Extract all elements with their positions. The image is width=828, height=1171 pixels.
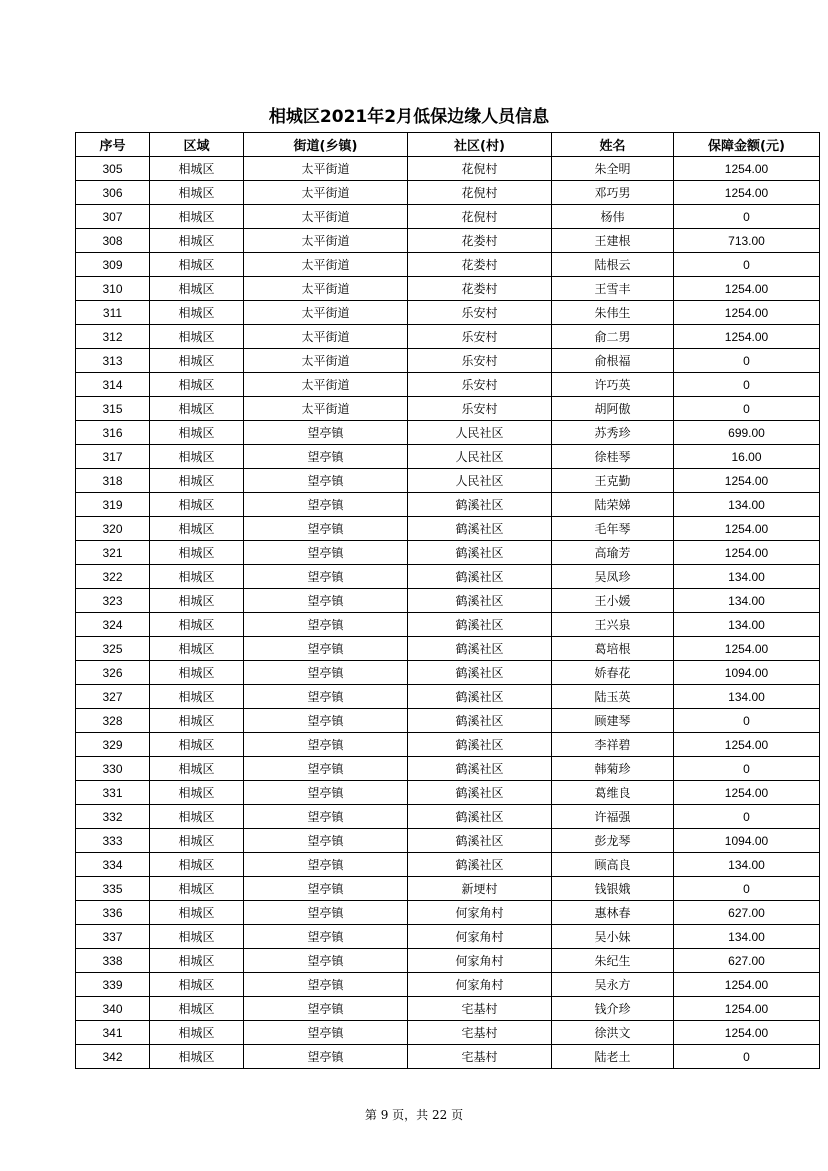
table-row: [76, 301, 820, 325]
header-amount: 保障金额(元): [674, 133, 820, 157]
cell-index: 316: [76, 421, 150, 445]
cell-street: 望亭镇: [244, 421, 408, 445]
cell-community: 人民社区: [408, 445, 552, 469]
cell-community: 鹤溪社区: [408, 709, 552, 733]
cell-street: 望亭镇: [244, 445, 408, 469]
cell-index: 328: [76, 709, 150, 733]
cell-district: 相城区: [150, 661, 244, 685]
cell-district: 相城区: [150, 325, 244, 349]
table-row: [76, 565, 820, 589]
cell-name: 毛年琴: [552, 517, 674, 541]
cell-amount: 1254.00: [674, 181, 820, 205]
cell-amount: 134.00: [674, 565, 820, 589]
cell-index: 319: [76, 493, 150, 517]
header-index: 序号: [76, 133, 150, 157]
cell-index: 326: [76, 661, 150, 685]
cell-amount: 0: [674, 757, 820, 781]
cell-index: 320: [76, 517, 150, 541]
cell-index: 331: [76, 781, 150, 805]
cell-index: 325: [76, 637, 150, 661]
cell-district: 相城区: [150, 397, 244, 421]
cell-amount: 1254.00: [674, 517, 820, 541]
data-table: [75, 132, 820, 1069]
cell-name: 邓巧男: [552, 181, 674, 205]
cell-amount: 134.00: [674, 853, 820, 877]
cell-community: 鹤溪社区: [408, 493, 552, 517]
table-row: [76, 1045, 820, 1069]
cell-amount: 1094.00: [674, 829, 820, 853]
cell-amount: 134.00: [674, 589, 820, 613]
table-row: [76, 781, 820, 805]
cell-street: 太平街道: [244, 205, 408, 229]
cell-name: 俞二男: [552, 325, 674, 349]
cell-community: 鹤溪社区: [408, 853, 552, 877]
cell-index: 321: [76, 541, 150, 565]
table-row: [76, 805, 820, 829]
table-row: [76, 925, 820, 949]
cell-district: 相城区: [150, 685, 244, 709]
cell-name: 朱纪生: [552, 949, 674, 973]
cell-community: 乐安村: [408, 325, 552, 349]
cell-district: 相城区: [150, 1021, 244, 1045]
cell-community: 鹤溪社区: [408, 541, 552, 565]
cell-index: 315: [76, 397, 150, 421]
cell-amount: 1254.00: [674, 997, 820, 1021]
cell-index: 340: [76, 997, 150, 1021]
cell-street: 太平街道: [244, 277, 408, 301]
cell-district: 相城区: [150, 517, 244, 541]
cell-district: 相城区: [150, 805, 244, 829]
cell-street: 望亭镇: [244, 541, 408, 565]
cell-amount: 699.00: [674, 421, 820, 445]
cell-community: 鹤溪社区: [408, 661, 552, 685]
cell-index: 312: [76, 325, 150, 349]
cell-index: 324: [76, 613, 150, 637]
cell-index: 334: [76, 853, 150, 877]
table-row: [76, 445, 820, 469]
cell-name: 顾建琴: [552, 709, 674, 733]
cell-street: 望亭镇: [244, 877, 408, 901]
cell-name: 李祥碧: [552, 733, 674, 757]
cell-district: 相城区: [150, 1045, 244, 1069]
cell-district: 相城区: [150, 421, 244, 445]
cell-amount: 0: [674, 397, 820, 421]
table-row: [76, 277, 820, 301]
cell-street: 望亭镇: [244, 997, 408, 1021]
cell-amount: 0: [674, 349, 820, 373]
cell-district: 相城区: [150, 181, 244, 205]
table-row: [76, 613, 820, 637]
cell-name: 陆荣娣: [552, 493, 674, 517]
cell-street: 望亭镇: [244, 637, 408, 661]
cell-street: 望亭镇: [244, 853, 408, 877]
page-footer: 第 9 页，共 22 页: [364, 1108, 464, 1122]
cell-name: 杨伟: [552, 205, 674, 229]
cell-community: 鹤溪社区: [408, 733, 552, 757]
table-row: [76, 349, 820, 373]
cell-street: 望亭镇: [244, 1045, 408, 1069]
cell-index: 314: [76, 373, 150, 397]
cell-index: 305: [76, 157, 150, 181]
cell-community: 宅基村: [408, 997, 552, 1021]
table-row: [76, 397, 820, 421]
cell-index: 330: [76, 757, 150, 781]
cell-name: 陆根云: [552, 253, 674, 277]
cell-community: 人民社区: [408, 469, 552, 493]
page-title: 相城区2021年2月低保边缘人员信息: [268, 107, 550, 127]
cell-district: 相城区: [150, 493, 244, 517]
cell-community: 乐安村: [408, 397, 552, 421]
header-community: 社区(村): [408, 133, 552, 157]
cell-district: 相城区: [150, 277, 244, 301]
cell-district: 相城区: [150, 565, 244, 589]
cell-street: 太平街道: [244, 253, 408, 277]
cell-street: 望亭镇: [244, 469, 408, 493]
cell-community: 乐安村: [408, 373, 552, 397]
cell-name: 王小媛: [552, 589, 674, 613]
cell-name: 吴永方: [552, 973, 674, 997]
cell-street: 望亭镇: [244, 1021, 408, 1045]
cell-community: 乐安村: [408, 301, 552, 325]
cell-street: 太平街道: [244, 325, 408, 349]
table-row: [76, 469, 820, 493]
cell-community: 鹤溪社区: [408, 757, 552, 781]
cell-street: 望亭镇: [244, 565, 408, 589]
table-row: [76, 685, 820, 709]
cell-street: 望亭镇: [244, 901, 408, 925]
cell-index: 317: [76, 445, 150, 469]
cell-amount: 1254.00: [674, 781, 820, 805]
table-row: [76, 205, 820, 229]
cell-amount: 0: [674, 205, 820, 229]
cell-name: 朱全明: [552, 157, 674, 181]
cell-street: 望亭镇: [244, 685, 408, 709]
cell-district: 相城区: [150, 301, 244, 325]
cell-name: 彭龙琴: [552, 829, 674, 853]
table-row: [76, 637, 820, 661]
cell-district: 相城区: [150, 373, 244, 397]
cell-amount: 1254.00: [674, 541, 820, 565]
cell-index: 307: [76, 205, 150, 229]
cell-district: 相城区: [150, 229, 244, 253]
table-row: [76, 661, 820, 685]
cell-amount: 0: [674, 253, 820, 277]
cell-index: 329: [76, 733, 150, 757]
cell-index: 335: [76, 877, 150, 901]
cell-street: 太平街道: [244, 157, 408, 181]
cell-amount: 134.00: [674, 493, 820, 517]
table-row: [76, 853, 820, 877]
cell-community: 乐安村: [408, 349, 552, 373]
cell-name: 徐桂琴: [552, 445, 674, 469]
cell-street: 望亭镇: [244, 709, 408, 733]
cell-district: 相城区: [150, 469, 244, 493]
table-row: [76, 229, 820, 253]
cell-name: 陆老土: [552, 1045, 674, 1069]
cell-community: 鹤溪社区: [408, 685, 552, 709]
cell-district: 相城区: [150, 733, 244, 757]
cell-index: 327: [76, 685, 150, 709]
header-name: 姓名: [552, 133, 674, 157]
cell-index: 318: [76, 469, 150, 493]
cell-amount: 1254.00: [674, 973, 820, 997]
cell-name: 葛维良: [552, 781, 674, 805]
cell-community: 新埂村: [408, 877, 552, 901]
cell-community: 宅基村: [408, 1021, 552, 1045]
cell-district: 相城区: [150, 829, 244, 853]
cell-street: 望亭镇: [244, 805, 408, 829]
cell-street: 望亭镇: [244, 973, 408, 997]
cell-district: 相城区: [150, 973, 244, 997]
cell-district: 相城区: [150, 877, 244, 901]
header-district: 区域: [150, 133, 244, 157]
cell-amount: 1254.00: [674, 733, 820, 757]
table-row: [76, 517, 820, 541]
cell-name: 徐洪文: [552, 1021, 674, 1045]
cell-amount: 1254.00: [674, 301, 820, 325]
cell-street: 望亭镇: [244, 781, 408, 805]
cell-name: 吴凤珍: [552, 565, 674, 589]
cell-community: 花娄村: [408, 253, 552, 277]
cell-index: 313: [76, 349, 150, 373]
cell-index: 337: [76, 925, 150, 949]
cell-community: 鹤溪社区: [408, 517, 552, 541]
table-row: [76, 733, 820, 757]
cell-index: 333: [76, 829, 150, 853]
cell-index: 332: [76, 805, 150, 829]
cell-index: 338: [76, 949, 150, 973]
table-row: [76, 181, 820, 205]
cell-amount: 0: [674, 805, 820, 829]
cell-district: 相城区: [150, 637, 244, 661]
cell-district: 相城区: [150, 253, 244, 277]
cell-amount: 0: [674, 1045, 820, 1069]
cell-index: 306: [76, 181, 150, 205]
cell-street: 望亭镇: [244, 925, 408, 949]
cell-amount: 134.00: [674, 925, 820, 949]
cell-name: 陆玉英: [552, 685, 674, 709]
table-row: [76, 949, 820, 973]
cell-index: 323: [76, 589, 150, 613]
cell-amount: 627.00: [674, 949, 820, 973]
cell-name: 韩菊珍: [552, 757, 674, 781]
cell-district: 相城区: [150, 781, 244, 805]
cell-name: 顾高良: [552, 853, 674, 877]
cell-name: 王建根: [552, 229, 674, 253]
cell-name: 胡阿傲: [552, 397, 674, 421]
cell-name: 高瑜芳: [552, 541, 674, 565]
cell-index: 342: [76, 1045, 150, 1069]
cell-community: 鹤溪社区: [408, 613, 552, 637]
cell-index: 339: [76, 973, 150, 997]
cell-amount: 1094.00: [674, 661, 820, 685]
cell-name: 俞根福: [552, 349, 674, 373]
table-header-row: [76, 133, 820, 157]
cell-district: 相城区: [150, 157, 244, 181]
cell-community: 花倪村: [408, 205, 552, 229]
cell-community: 何家角村: [408, 901, 552, 925]
cell-name: 许福强: [552, 805, 674, 829]
cell-index: 309: [76, 253, 150, 277]
table-row: [76, 829, 820, 853]
cell-community: 花娄村: [408, 277, 552, 301]
cell-amount: 0: [674, 709, 820, 733]
table-row: [76, 901, 820, 925]
cell-name: 苏秀珍: [552, 421, 674, 445]
cell-district: 相城区: [150, 853, 244, 877]
cell-street: 望亭镇: [244, 661, 408, 685]
cell-district: 相城区: [150, 949, 244, 973]
cell-street: 太平街道: [244, 301, 408, 325]
cell-street: 望亭镇: [244, 493, 408, 517]
cell-amount: 134.00: [674, 685, 820, 709]
cell-street: 太平街道: [244, 181, 408, 205]
cell-amount: 713.00: [674, 229, 820, 253]
cell-street: 望亭镇: [244, 613, 408, 637]
cell-community: 何家角村: [408, 949, 552, 973]
cell-community: 鹤溪社区: [408, 589, 552, 613]
cell-amount: 0: [674, 373, 820, 397]
cell-district: 相城区: [150, 997, 244, 1021]
table-row: [76, 877, 820, 901]
cell-street: 望亭镇: [244, 949, 408, 973]
table-row: [76, 973, 820, 997]
cell-index: 336: [76, 901, 150, 925]
cell-community: 人民社区: [408, 421, 552, 445]
table-row: [76, 253, 820, 277]
table-row: [76, 157, 820, 181]
table-row: [76, 373, 820, 397]
cell-name: 王雪丰: [552, 277, 674, 301]
cell-name: 王克勤: [552, 469, 674, 493]
cell-district: 相城区: [150, 589, 244, 613]
cell-community: 何家角村: [408, 973, 552, 997]
cell-name: 吴小妹: [552, 925, 674, 949]
cell-index: 310: [76, 277, 150, 301]
cell-district: 相城区: [150, 445, 244, 469]
cell-index: 322: [76, 565, 150, 589]
cell-community: 鹤溪社区: [408, 637, 552, 661]
cell-amount: 1254.00: [674, 1021, 820, 1045]
table-row: [76, 325, 820, 349]
table-row: [76, 1021, 820, 1045]
cell-street: 太平街道: [244, 373, 408, 397]
cell-street: 望亭镇: [244, 829, 408, 853]
cell-name: 惠林春: [552, 901, 674, 925]
cell-amount: 1254.00: [674, 325, 820, 349]
table-row: [76, 589, 820, 613]
cell-index: 308: [76, 229, 150, 253]
cell-amount: 134.00: [674, 613, 820, 637]
cell-name: 钱介珍: [552, 997, 674, 1021]
cell-street: 望亭镇: [244, 733, 408, 757]
cell-community: 宅基村: [408, 1045, 552, 1069]
cell-index: 311: [76, 301, 150, 325]
cell-community: 何家角村: [408, 925, 552, 949]
cell-amount: 1254.00: [674, 469, 820, 493]
cell-amount: 16.00: [674, 445, 820, 469]
table-row: [76, 541, 820, 565]
cell-community: 鹤溪社区: [408, 805, 552, 829]
table-row: [76, 493, 820, 517]
cell-district: 相城区: [150, 349, 244, 373]
cell-amount: 627.00: [674, 901, 820, 925]
cell-district: 相城区: [150, 613, 244, 637]
cell-street: 望亭镇: [244, 517, 408, 541]
cell-name: 朱伟生: [552, 301, 674, 325]
cell-amount: 0: [674, 877, 820, 901]
cell-community: 鹤溪社区: [408, 781, 552, 805]
cell-street: 太平街道: [244, 229, 408, 253]
table-row: [76, 997, 820, 1021]
cell-district: 相城区: [150, 901, 244, 925]
cell-community: 花倪村: [408, 157, 552, 181]
cell-district: 相城区: [150, 205, 244, 229]
cell-district: 相城区: [150, 757, 244, 781]
cell-street: 太平街道: [244, 349, 408, 373]
cell-amount: 1254.00: [674, 277, 820, 301]
cell-district: 相城区: [150, 709, 244, 733]
cell-name: 娇春花: [552, 661, 674, 685]
table-row: [76, 421, 820, 445]
cell-amount: 1254.00: [674, 637, 820, 661]
cell-amount: 1254.00: [674, 157, 820, 181]
cell-community: 鹤溪社区: [408, 565, 552, 589]
cell-community: 花倪村: [408, 181, 552, 205]
header-street: 街道(乡镇): [244, 133, 408, 157]
cell-district: 相城区: [150, 925, 244, 949]
cell-index: 341: [76, 1021, 150, 1045]
cell-street: 望亭镇: [244, 757, 408, 781]
cell-street: 太平街道: [244, 397, 408, 421]
cell-name: 许巧英: [552, 373, 674, 397]
cell-name: 王兴泉: [552, 613, 674, 637]
table-row: [76, 757, 820, 781]
cell-name: 葛培根: [552, 637, 674, 661]
cell-street: 望亭镇: [244, 589, 408, 613]
table-row: [76, 709, 820, 733]
cell-district: 相城区: [150, 541, 244, 565]
table-body: [76, 157, 820, 1069]
cell-community: 鹤溪社区: [408, 829, 552, 853]
cell-name: 钱银娥: [552, 877, 674, 901]
cell-community: 花娄村: [408, 229, 552, 253]
